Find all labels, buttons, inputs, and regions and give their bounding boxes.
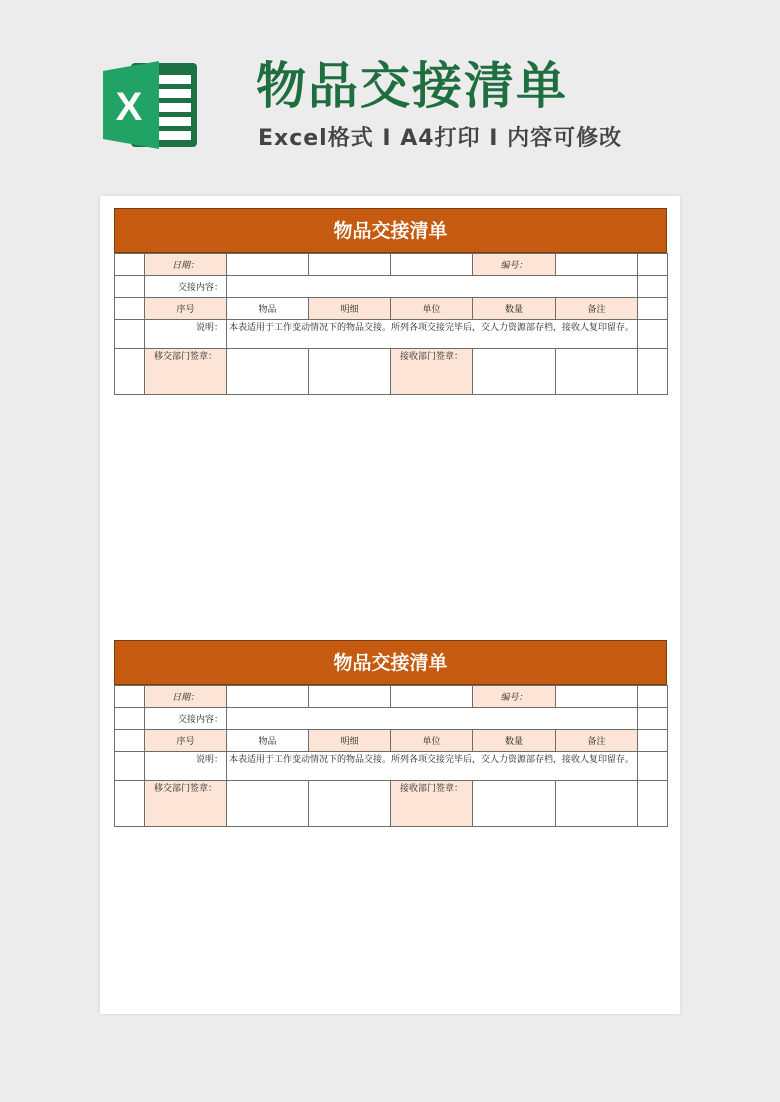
handover-sign-label: 移交部门签章： <box>145 349 227 395</box>
note-label: 说明： <box>145 320 227 349</box>
form-table <box>114 253 668 395</box>
margin-cell <box>115 298 145 320</box>
date-field-extra[interactable] <box>309 254 391 276</box>
number-label: 编号： <box>473 254 556 276</box>
handover-sign-field[interactable] <box>227 349 309 395</box>
margin-cell <box>115 752 145 781</box>
receive-sign-field[interactable] <box>473 349 556 395</box>
form-table <box>114 685 668 827</box>
number-field[interactable] <box>556 254 638 276</box>
column-header-remark: 备注 <box>556 298 638 320</box>
logo-letter: X <box>115 85 143 129</box>
date-row <box>115 254 668 276</box>
column-header-remark: 备注 <box>556 730 638 752</box>
margin-cell <box>638 254 668 276</box>
signature-row <box>115 349 668 395</box>
number-label: 编号： <box>473 686 556 708</box>
content-label: 交接内容： <box>145 708 227 730</box>
receive-sign-field-extra[interactable] <box>556 349 638 395</box>
margin-cell <box>638 320 668 349</box>
receive-sign-label: 接收部门签章： <box>391 781 473 827</box>
content-row <box>115 276 668 298</box>
form-title: 物品交接清单 <box>114 208 667 253</box>
date-label: 日期： <box>145 686 227 708</box>
column-header-index: 序号 <box>145 730 227 752</box>
margin-cell <box>115 708 145 730</box>
margin-cell <box>638 730 668 752</box>
note-text: 本表适用于工作变动情况下的物品交接。所列各项交接完毕后，交人力资源部存档，接收人复印留存。 <box>227 752 638 781</box>
handover-sign-field-extra[interactable] <box>309 349 391 395</box>
margin-cell <box>638 298 668 320</box>
margin-cell <box>115 276 145 298</box>
margin-cell <box>638 708 668 730</box>
content-field[interactable] <box>227 276 638 298</box>
column-header-item: 物品 <box>227 730 309 752</box>
receive-sign-label: 接收部门签章： <box>391 349 473 395</box>
document-page <box>100 196 680 1014</box>
date-label: 日期： <box>145 254 227 276</box>
blank-cell <box>391 686 473 708</box>
date-field[interactable] <box>227 254 309 276</box>
note-row <box>115 752 668 781</box>
margin-cell <box>115 349 145 395</box>
column-header-quantity: 数量 <box>473 298 556 320</box>
column-header-row <box>115 298 668 320</box>
note-label: 说明： <box>145 752 227 781</box>
margin-cell <box>638 349 668 395</box>
column-header-unit: 单位 <box>391 298 473 320</box>
margin-cell <box>115 781 145 827</box>
column-header-detail: 明细 <box>309 730 391 752</box>
signature-row <box>115 781 668 827</box>
margin-cell <box>638 276 668 298</box>
column-header-row <box>115 730 668 752</box>
number-field[interactable] <box>556 686 638 708</box>
column-header-item: 物品 <box>227 298 309 320</box>
handover-form-2 <box>114 640 667 827</box>
handover-form-1 <box>114 208 667 395</box>
column-header-index: 序号 <box>145 298 227 320</box>
content-row <box>115 708 668 730</box>
excel-logo-icon <box>101 57 201 153</box>
column-header-quantity: 数量 <box>473 730 556 752</box>
margin-cell <box>115 320 145 349</box>
content-field[interactable] <box>227 708 638 730</box>
receive-sign-field-extra[interactable] <box>556 781 638 827</box>
margin-cell <box>638 686 668 708</box>
margin-cell <box>638 752 668 781</box>
column-header-unit: 单位 <box>391 730 473 752</box>
handover-sign-field[interactable] <box>227 781 309 827</box>
page-subtitle: Excel格式 I A4打印 I 内容可修改 <box>258 126 623 151</box>
blank-cell <box>391 254 473 276</box>
date-row <box>115 686 668 708</box>
receive-sign-field[interactable] <box>473 781 556 827</box>
page-header <box>0 0 780 190</box>
page-title: 物品交接清单 <box>256 57 568 115</box>
content-label: 交接内容： <box>145 276 227 298</box>
handover-sign-label: 移交部门签章： <box>145 781 227 827</box>
margin-cell <box>638 781 668 827</box>
margin-cell <box>115 686 145 708</box>
margin-cell <box>115 730 145 752</box>
margin-cell <box>115 254 145 276</box>
date-field-extra[interactable] <box>309 686 391 708</box>
form-title: 物品交接清单 <box>114 640 667 685</box>
date-field[interactable] <box>227 686 309 708</box>
column-header-detail: 明细 <box>309 298 391 320</box>
note-row <box>115 320 668 349</box>
note-text: 本表适用于工作变动情况下的物品交接。所列各项交接完毕后，交人力资源部存档，接收人复印留存。 <box>227 320 638 349</box>
handover-sign-field-extra[interactable] <box>309 781 391 827</box>
